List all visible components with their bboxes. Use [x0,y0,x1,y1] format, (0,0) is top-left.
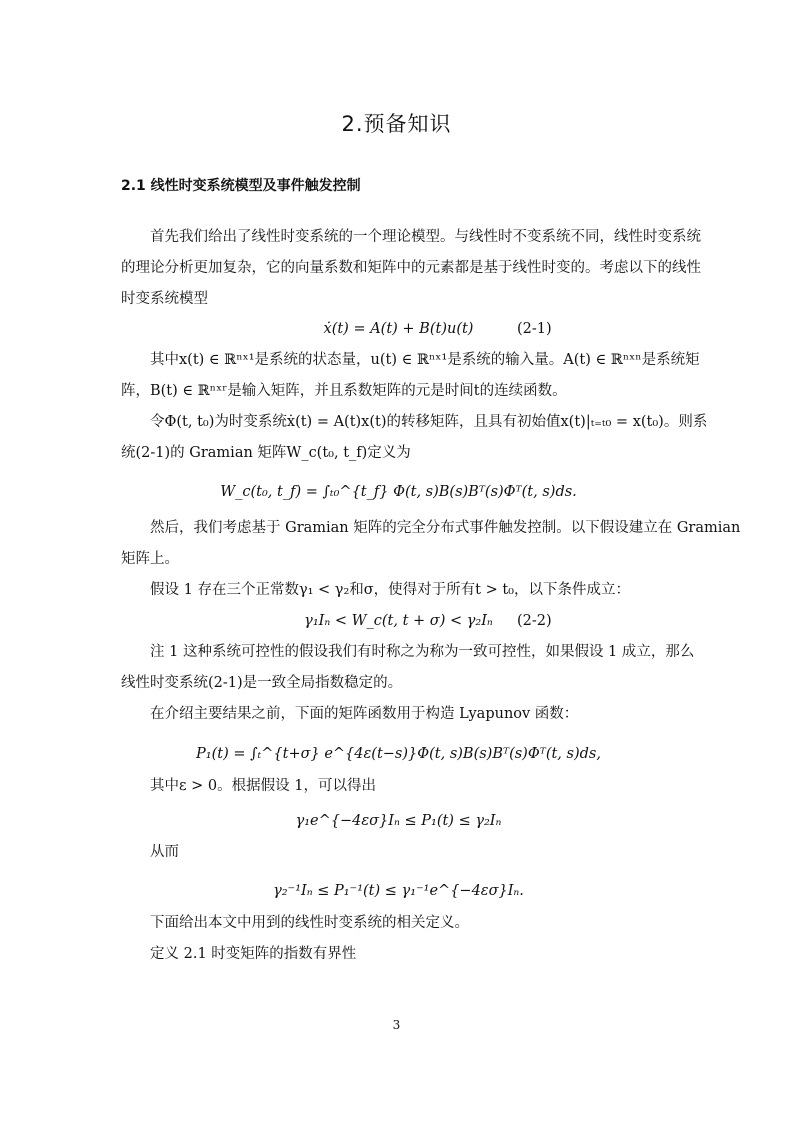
equation-2-1 [121,314,676,345]
text-line: 定义 2.1 时变矩阵的指数有界性 [150,946,357,962]
equation-inverse-bounds [121,876,676,907]
paragraph-lyapunov [121,699,676,730]
text-line: 统(2-1)的 Gramian 矩阵W_c(t₀, t_f)定义为 [121,445,411,461]
text-line: 注 1 这种系统可控性的假设我们有时称之为称为一致可控性，如果假设 1 成立，那么 [150,644,695,660]
text-line: 线性时变系统(2-1)是一致全局指数稳定的。 [121,675,403,691]
equation-2-2 [121,606,676,637]
text-line: 下面给出本文中用到的线性时变系统的相关定义。 [150,915,469,931]
text-line: 矩阵上。 [121,551,179,567]
paragraph-remark-1 [121,637,695,699]
section-title: 2.1 线性时变系统模型及事件触发控制 [121,178,361,194]
paragraph-event-trigger [121,513,741,575]
equation-body: P₁(t) = ∫ₜ^{t+σ} e^{4ε(t−s)}Φ(t, s)B(s)Bᵀ(s)Φᵀ(t, s)ds, [196,746,601,762]
text-line: 时变系统模型 [121,291,208,307]
chapter-title: 2.预备知识 [341,112,452,136]
text-line: 在介绍主要结果之前，下面的矩阵函数用于构造 Lyapunov 函数： [150,706,579,722]
paragraph-thus [121,837,676,868]
text-line: 的理论分析更加复杂，它的向量系数和矩阵中的元素都是基于线性时变的。考虑以下的线性 [121,260,701,276]
text-line: 首先我们给出了线性时变系统的一个理论模型。与线性时不变系统不同，线性时变系统 [150,229,701,245]
equation-body: W_c(t₀, t_f) = ∫ₜ₀^{t_f} Φ(t, s)B(s)Bᵀ(s)Φᵀ(t, s)ds. [220,484,577,500]
text-line: 令Φ(t, t₀)为时变系统ẋ(t) = A(t)x(t)的转移矩阵，且具有初始值x(t)|ₜ₌ₜ₀ = x(t₀)。则系 [150,414,708,430]
paragraph-epsilon [121,771,676,802]
page-number: 3 [392,1018,401,1032]
text-line: 假设 1 存在三个正常数γ₁ < γ₂和σ，使得对于所有t > t₀，以下条件成立： [150,582,630,598]
text-line: 然后，我们考虑基于 Gramian 矩阵的完全分布式事件触发控制。以下假设建立在 Gramian [150,520,741,536]
text-line: 从而 [150,844,179,860]
equation-body: γ₁e^{−4εσ}Iₙ ≤ P₁(t) ≤ γ₂Iₙ [295,813,502,829]
equation-gramian [121,477,676,508]
equation-p1 [121,739,676,770]
equation-body: γ₁Iₙ < W_c(t, t + σ) < γ₂Iₙ [304,613,493,629]
equation-number: (2-2) [517,613,552,629]
paragraph-transition-matrix [121,407,708,469]
equation-bounds [121,806,676,837]
text-line: 其中ε > 0。根据假设 1，可以得出 [150,778,376,794]
paragraph-intro [121,222,701,315]
text-line: 其中x(t) ∈ ℝⁿˣ¹是系统的状态量，u(t) ∈ ℝⁿˣ¹是系统的输入量。A(t) ∈ ℝⁿˣⁿ是系统矩 [150,352,700,368]
paragraph-definition-2-1 [121,939,676,970]
paragraph-assumption-1 [121,575,676,606]
equation-body: ẋ(t) = A(t) + B(t)u(t) [323,321,474,337]
equation-body: γ₂⁻¹Iₙ ≤ P₁⁻¹(t) ≤ γ₁⁻¹e^{−4εσ}Iₙ. [273,883,524,899]
text-line: 阵，B(t) ∈ ℝⁿˣʳ是输入矩阵，并且系数矩阵的元是时间t的连续函数。 [121,383,567,399]
paragraph-definitions [121,345,700,407]
paragraph-definitions-intro [121,908,676,939]
equation-number: (2-1) [517,321,552,337]
